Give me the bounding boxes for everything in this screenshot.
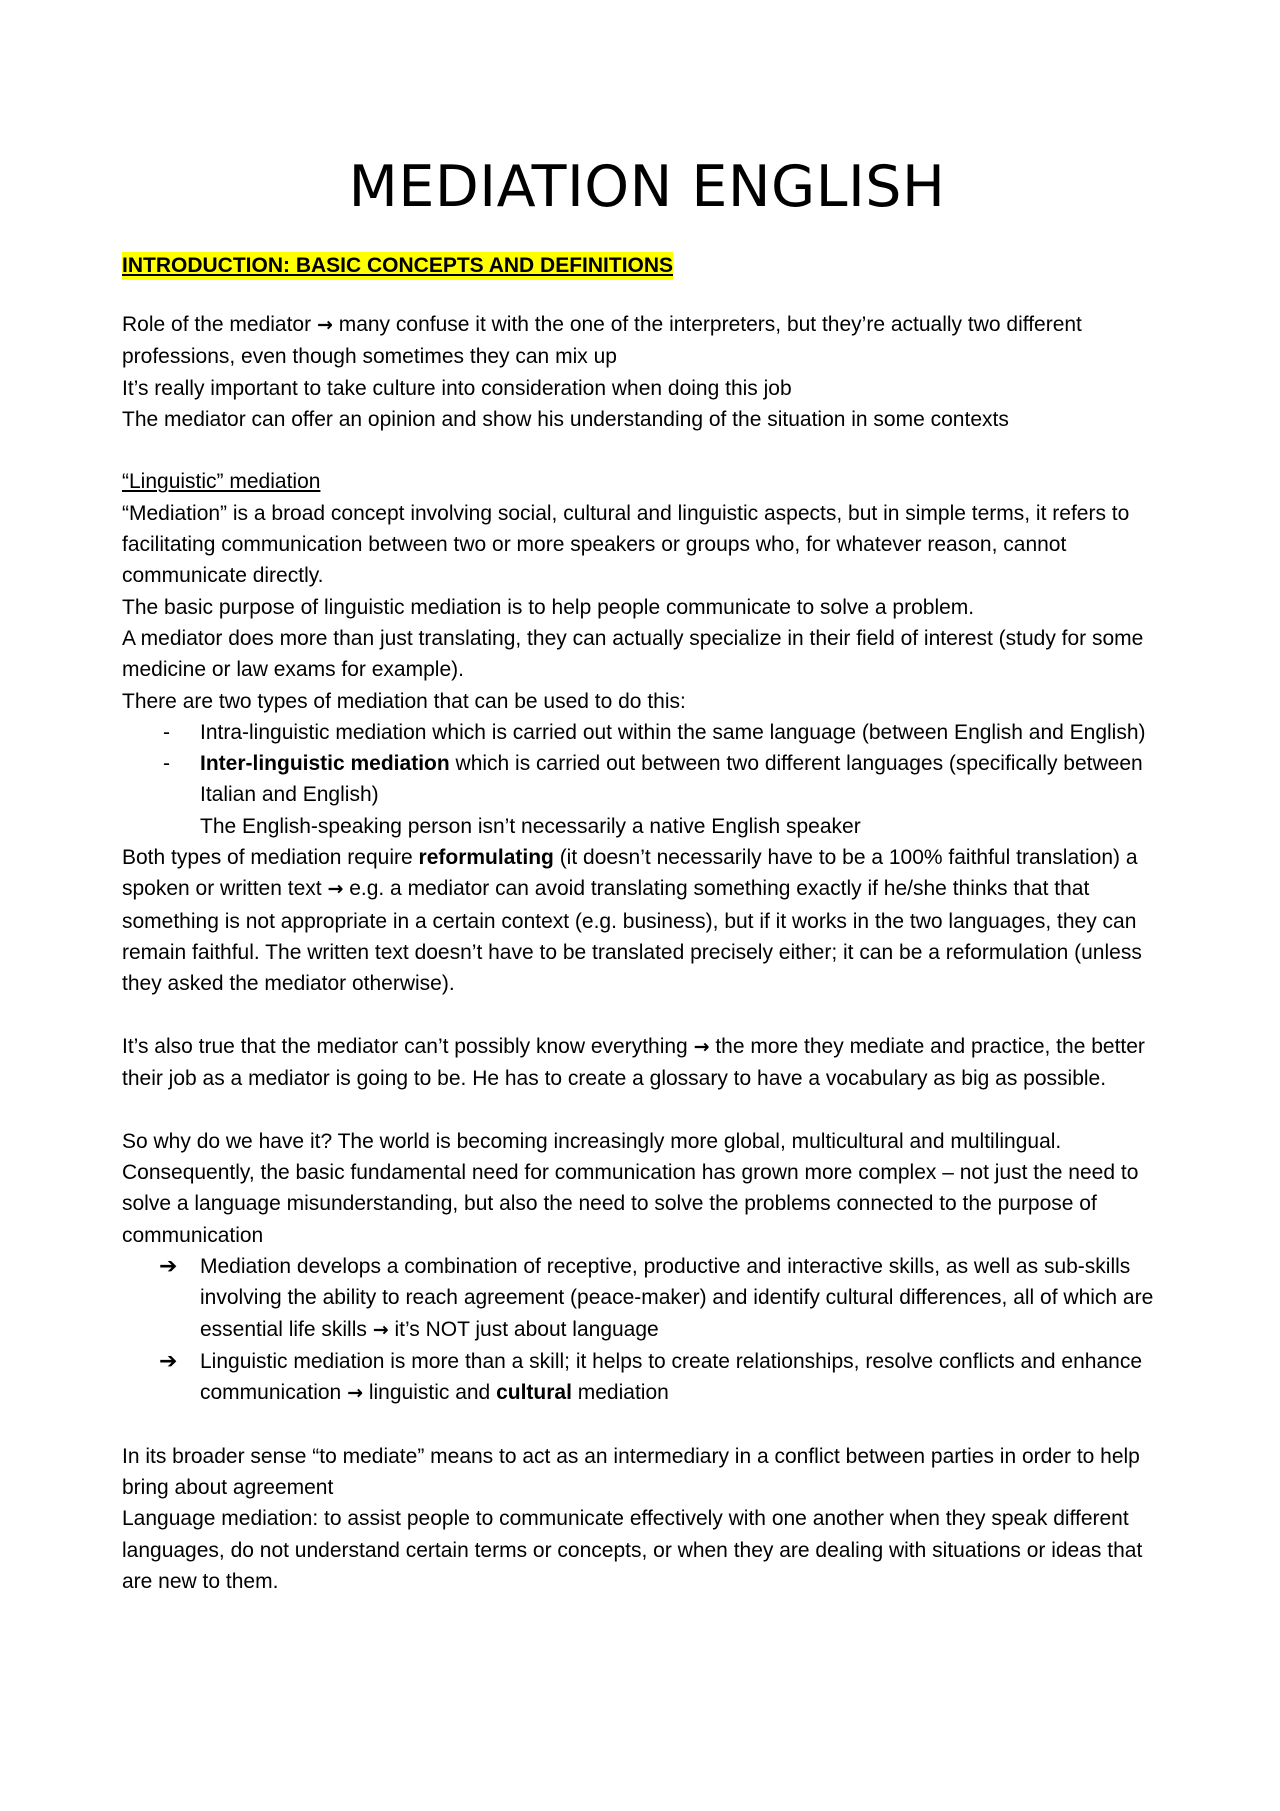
text-span: Mediation develops a combination of receptive, productive and interactive skills, as well as sub-skills involving the ability to reach agreement (peace-maker) and identify cultural differences, all of which are essential life skills (200, 1254, 1154, 1341)
document-body (122, 309, 1172, 1597)
bold-text: Inter-linguistic mediation (200, 752, 450, 776)
paragraph-reformulating (122, 842, 1172, 999)
text-span: (it doesn’t necessarily have to be a 100% faithful translation) a spoken or written text (122, 846, 1138, 901)
blank-line (122, 1094, 1172, 1125)
text-span: mediation (571, 1381, 669, 1405)
text-span: many confuse it with the one of the interpreters, but they’re actually two different professions, even though sometimes they can mix up (122, 313, 1082, 369)
text-span: Role of the mediator (122, 313, 312, 336)
dash-marker: - (163, 752, 170, 776)
paragraph-opinion: The mediator can offer an opinion and show his understanding of the situation in some contexts (122, 407, 1009, 431)
arrow-right-icon: → (372, 1318, 389, 1341)
mediation-types-list (122, 717, 1172, 811)
bullet-arrow-icon: ➔ (159, 1253, 178, 1279)
blank-line (122, 435, 1172, 466)
bold-text: cultural (496, 1381, 572, 1405)
document-title: MEDIATION ENGLISH (348, 154, 946, 220)
arrow-right-icon: → (327, 878, 344, 901)
paragraph-role-of-mediator (122, 309, 1172, 373)
paragraph-two-types: There are two types of mediation that can be used to do this: (122, 689, 686, 713)
document-page (122, 150, 1172, 1597)
heading-block (122, 252, 1172, 280)
blank-line (122, 1000, 1172, 1031)
list-item (122, 1346, 1172, 1410)
list-item (122, 748, 1172, 811)
text-span: the more they mediate and practice, the better their job as a mediator is going to be. He has to create a glossary to have a vocabulary as big as possible. (122, 1034, 1145, 1091)
text-span: which is carried out between two different languages (specifically between Italian and English) (200, 752, 1143, 807)
paragraph-broader-sense: In its broader sense “to mediate” means to act as an intermediary in a conflict between parties in order to help bring about agreement (122, 1444, 1140, 1499)
paragraph-mediation-definition: “Mediation” is a broad concept involving social, cultural and linguistic aspects, but in simple terms, it refers to facilitating communication between two or more speakers or groups who, for whatever reason, cannot communicate directly. (122, 501, 1130, 588)
paragraph-more-than-translating: A mediator does more than just translating, they can actually specialize in their field of interest (study for some medicine or law exams for example). (122, 626, 1144, 682)
text-span: it’s NOT just about language (388, 1317, 659, 1341)
paragraph-language-mediation: Language mediation: to assist people to communicate effectively with one another when they speak different languages, do not understand certain terms or concepts, or when they are dealing with situations or ideas that are new to them. (122, 1507, 1143, 1593)
arrow-bullet-list (122, 1251, 1172, 1409)
paragraph-basic-purpose: The basic purpose of linguistic mediation is to help people communicate to solve a problem. (122, 595, 975, 619)
text-span: Intra-linguistic mediation which is carried out within the same language (between English and English) (200, 720, 1146, 744)
list-item (122, 1251, 1172, 1346)
arrow-right-icon: → (347, 1382, 363, 1405)
text-span: e.g. a mediator can avoid translating something exactly if he/she thinks that that something is not appropriate in a certain context (e.g. business), but if it works in the two languages, they can remain faithful. The written text doesn’t have to be translated precisely either; it can be a reformulation (unless they asked the mediator otherwise). (122, 877, 1142, 996)
text-span: Both types of mediation require (122, 846, 419, 870)
paragraph-why-we-have-it: So why do we have it? The world is becoming increasingly more global, multicultural and multilingual. Consequently, the basic fundamental need for communication has grown more complex – not just the need to solve a language misunderstanding, but also the need to solve the problems connected to the purpose of communication (122, 1129, 1139, 1247)
paragraph-culture: It’s really important to take culture into consideration when doing this job (122, 376, 792, 400)
blank-line (122, 1409, 1172, 1440)
paragraph-native-speaker-note: The English-speaking person isn’t necessarily a native English speaker (200, 814, 861, 838)
list-item (122, 717, 1172, 748)
paragraph-know-everything (122, 1031, 1172, 1095)
subheading-linguistic-mediation: “Linguistic” mediation (122, 470, 321, 494)
bold-text: reformulating (418, 846, 554, 870)
section-heading: INTRODUCTION: BASIC CONCEPTS AND DEFINITIONS (122, 252, 673, 280)
text-span: linguistic and (362, 1381, 497, 1405)
arrow-right-icon: → (693, 1035, 710, 1058)
text-span: It’s also true that the mediator can’t possibly know everything (122, 1034, 694, 1058)
dash-marker: - (163, 720, 170, 744)
bullet-arrow-icon: ➔ (159, 1348, 178, 1374)
text-span: Linguistic mediation is more than a skill; it helps to create relationships, resolve conflicts and enhance communication (200, 1349, 1142, 1405)
arrow-right-icon: → (316, 314, 333, 336)
